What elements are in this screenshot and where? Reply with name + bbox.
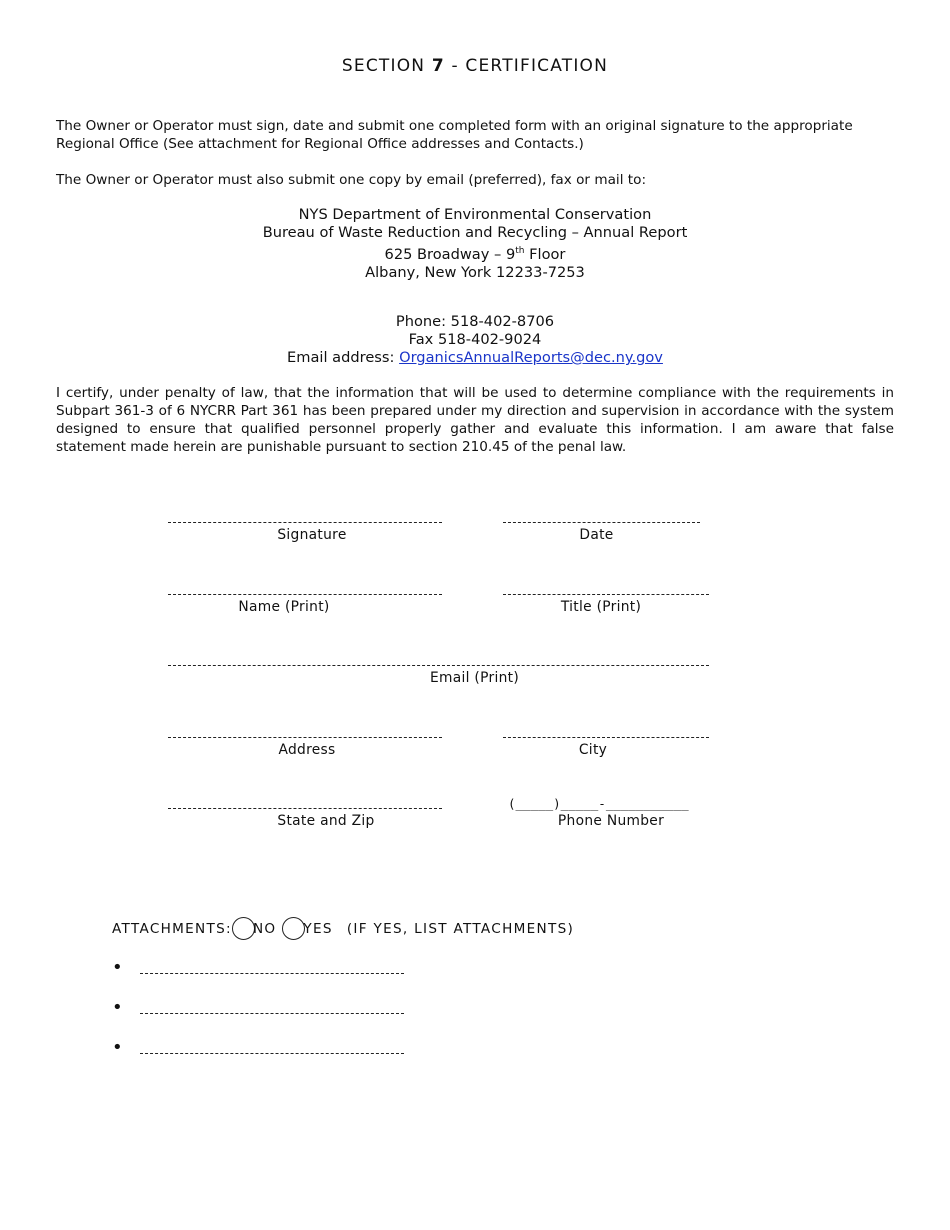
address-line-3-end: Floor [524,245,566,263]
name-line[interactable] [168,594,442,595]
section-title-prefix: SECTION [341,56,432,76]
section-number: 7 [431,56,445,76]
city-label: City [578,742,608,758]
section-title [0,56,950,76]
email-line [0,349,950,367]
signature-label: Signature [277,527,347,543]
email-print-line[interactable] [168,665,709,666]
intro-paragraph-1: The Owner or Operator must sign, date and submit one completed form with an original signature to the appropriate Regional Office (See attachment for Regional Office addresses and Contacts.) [56,118,853,152]
address-line-1: NYS Department of Environmental Conservation [298,206,652,223]
signature-line[interactable] [168,522,442,523]
attachment-line-1[interactable] [140,973,404,974]
email-label: Email address: [287,349,400,366]
address-line-2: Bureau of Waste Reduction and Recycling – Annual Report [262,224,688,241]
phone-text: Phone: 518-402-8706 [395,313,555,330]
fax-text: Fax 518-402-9024 [408,331,542,348]
date-line[interactable] [503,522,700,523]
section-title-suffix: - CERTIFICATION [444,56,609,76]
phone-number-label: Phone Number [557,813,665,829]
city-line[interactable] [503,737,709,738]
address-line-3-sup: th [515,246,525,256]
address-label: Address [278,742,336,758]
intro-paragraph-2: The Owner or Operator must also submit one copy by email (preferred), fax or mail to: [56,172,647,188]
attachment-line-3[interactable] [140,1053,404,1054]
name-label: Name (Print) [238,599,330,615]
yes-label: YES [303,920,333,937]
contact-block [0,313,950,367]
address-line-3-main: 625 Broadway – 9 [384,245,516,263]
title-label: Title (Print) [560,599,642,615]
state-zip-line[interactable] [168,808,442,809]
attachments-note: (IF YES, LIST ATTACHMENTS) [346,920,575,937]
email-link[interactable]: OrganicsAnnualReports@dec.ny.gov [399,349,663,366]
attachment-line-2[interactable] [140,1013,404,1014]
yes-radio[interactable] [282,917,305,940]
certification-paragraph: I certify, under penalty of law, that the information that will be used to determine compliance with the requirements in Subpart 361-3 of 6 NYCRR Part 361 has been prepared under my direction and supervision in accordance with the system designed to ensure that qualified personnel properly gather and evaluate this information. I am aware that false statement made herein are punishable pursuant to section 210.45 of the penal law. [56,385,894,455]
mailing-address [0,206,950,282]
date-label: Date [579,527,614,543]
state-zip-label: State and Zip [277,813,375,829]
attachments-label: ATTACHMENTS: [112,920,232,937]
phone-number-blank[interactable]: (_____)_____-___________ [508,796,689,811]
no-radio[interactable] [232,917,255,940]
address-line[interactable] [168,737,442,738]
attachment-bullet-2: • [112,997,123,1018]
no-label: NO [252,920,277,937]
title-line[interactable] [503,594,709,595]
address-line-4: Albany, New York 12233-7253 [365,263,585,281]
attachments-row [112,917,574,940]
email-print-label: Email (Print) [429,670,520,686]
attachment-bullet-1: • [112,957,123,978]
address-line-3 [0,242,950,264]
attachment-bullet-3: • [112,1037,123,1058]
